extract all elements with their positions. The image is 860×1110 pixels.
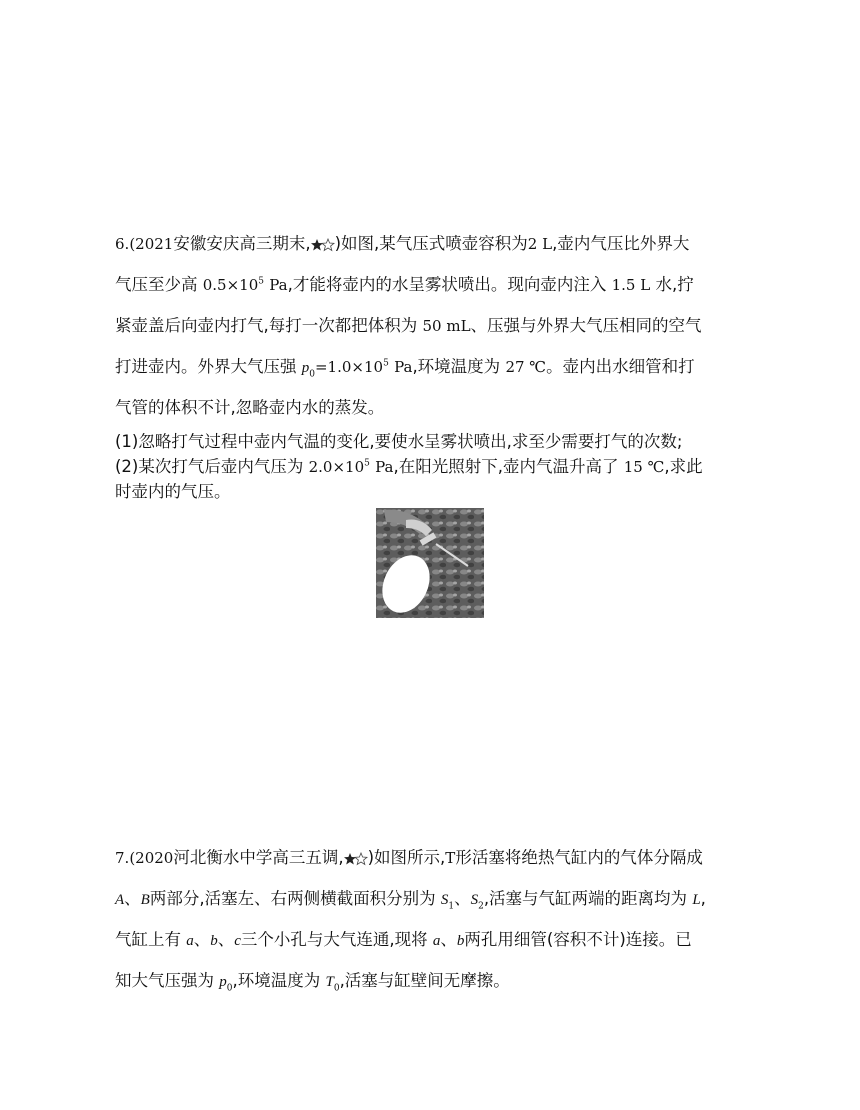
text: 气管的体积不计,忽略壶内水的蒸发。: [115, 398, 385, 417]
q6-line-8: [115, 482, 231, 502]
source-name: 河北衡水中学高三五调,: [173, 848, 344, 867]
text: 气缸上有: [115, 930, 181, 949]
variable: A: [115, 892, 125, 908]
q7-line-1: [115, 848, 703, 868]
subscript: 1: [448, 901, 455, 912]
question-number: 6.: [115, 235, 130, 253]
difficulty-stars-icon: [311, 238, 335, 252]
q6-line-3: [115, 316, 702, 336]
paren-open: (: [129, 849, 136, 867]
text: ,才能将壶内的水呈雾状喷出。现向壶内注入: [287, 275, 607, 294]
value: 0.5×10: [202, 276, 259, 294]
text: ,活塞与气缸两端的距离均为: [483, 889, 688, 908]
separator: 、: [124, 889, 141, 908]
text: 知大气压强为: [115, 971, 214, 990]
separator: 、: [193, 930, 211, 949]
source-year: 2021: [135, 235, 174, 253]
text: ,壶内气压比外界大: [552, 234, 690, 253]
source-year: 2020: [135, 849, 174, 867]
separator: 、: [454, 889, 471, 908]
unit: Pa: [375, 458, 394, 476]
q7-line-3: [115, 930, 692, 951]
variable: b: [210, 933, 218, 949]
paren-open: (: [129, 235, 136, 253]
text: 紧壶盖后向壶内打气,每打一次都把体积为: [115, 316, 418, 335]
subscript: 0: [226, 983, 233, 994]
text: 两孔用细管(容积不计)连接。已: [464, 930, 692, 949]
sub-question-1: (1)忽略打气过程中壶内气温的变化,要使水呈雾状喷出,求至少需要打气的次数;: [115, 432, 683, 451]
text: ,环境温度为: [412, 357, 501, 376]
variable: a: [432, 933, 441, 949]
text: 形活塞将绝热气缸内的气体分隔成: [455, 848, 703, 867]
variable: c: [234, 933, 241, 949]
separator: 、: [217, 930, 235, 949]
text: )如图所示,: [367, 848, 446, 867]
text: 时壶内的气压。: [115, 482, 231, 501]
value: 15 ℃: [623, 458, 665, 476]
question-number: 7.: [115, 849, 130, 867]
q6-line-2: [115, 275, 694, 295]
variable: S: [470, 892, 479, 908]
text: ,在阳光照射下,壶内气温升高了: [393, 457, 619, 476]
variable: T: [445, 849, 456, 867]
text: 水,拧: [655, 275, 694, 294]
value: 50 mL: [422, 317, 471, 335]
text: 三个小孔与大气连通,现将: [240, 930, 428, 949]
q6-line-5: [115, 398, 384, 418]
variable: p: [219, 974, 227, 990]
variable: B: [140, 892, 150, 908]
q6-line-4: [115, 357, 695, 378]
variable: a: [186, 933, 194, 949]
q7-line-2: [115, 889, 706, 910]
exponent: 5: [383, 358, 389, 369]
q6-line-1: [115, 234, 689, 254]
value: 2 L: [527, 235, 553, 253]
exponent: 5: [364, 458, 370, 469]
text: 、压强与外界大气压相同的空气: [470, 316, 702, 335]
text: ,环境温度为: [232, 971, 321, 990]
variable: T: [325, 974, 334, 990]
unit: Pa: [269, 276, 288, 294]
unit: Pa: [394, 358, 413, 376]
subscript: 2: [478, 901, 484, 912]
variable: L: [692, 892, 701, 908]
difficulty-stars-icon: [344, 852, 368, 866]
value: 1.5 L: [611, 276, 651, 294]
source-name: 安徽安庆高三期末,: [173, 234, 311, 253]
text: 。壶内出水细管和打: [546, 357, 695, 376]
exponent: 5: [258, 276, 264, 287]
text: ,: [700, 889, 706, 908]
subscript: 0: [333, 983, 340, 994]
text: (2)某次打气后壶内气压为: [115, 457, 304, 476]
variable: p: [301, 360, 310, 376]
value: 27 ℃: [505, 358, 547, 376]
text: ,活塞与缸壁间无摩擦。: [339, 971, 510, 990]
q7-line-4: [115, 971, 510, 992]
value: 2.0×10: [308, 458, 365, 476]
variable: b: [456, 933, 465, 949]
q6-line-6: [115, 432, 682, 452]
text: )如图,某气压式喷壶容积为: [334, 234, 528, 253]
text: ,求此: [664, 457, 703, 476]
q6-line-7: [115, 457, 703, 477]
separator: 、: [440, 930, 457, 949]
text: 两部分,活塞左、右两侧横截面积分别为: [149, 889, 436, 908]
sprayer-photo-image: [376, 508, 484, 618]
text: 气压至少高: [115, 275, 198, 294]
subscript: 0: [309, 369, 315, 380]
text: 打进壶内。外界大气压强: [115, 357, 297, 376]
value: =1.0×10: [314, 358, 384, 376]
sprayer-photo: [376, 508, 484, 618]
variable: S: [440, 892, 449, 908]
